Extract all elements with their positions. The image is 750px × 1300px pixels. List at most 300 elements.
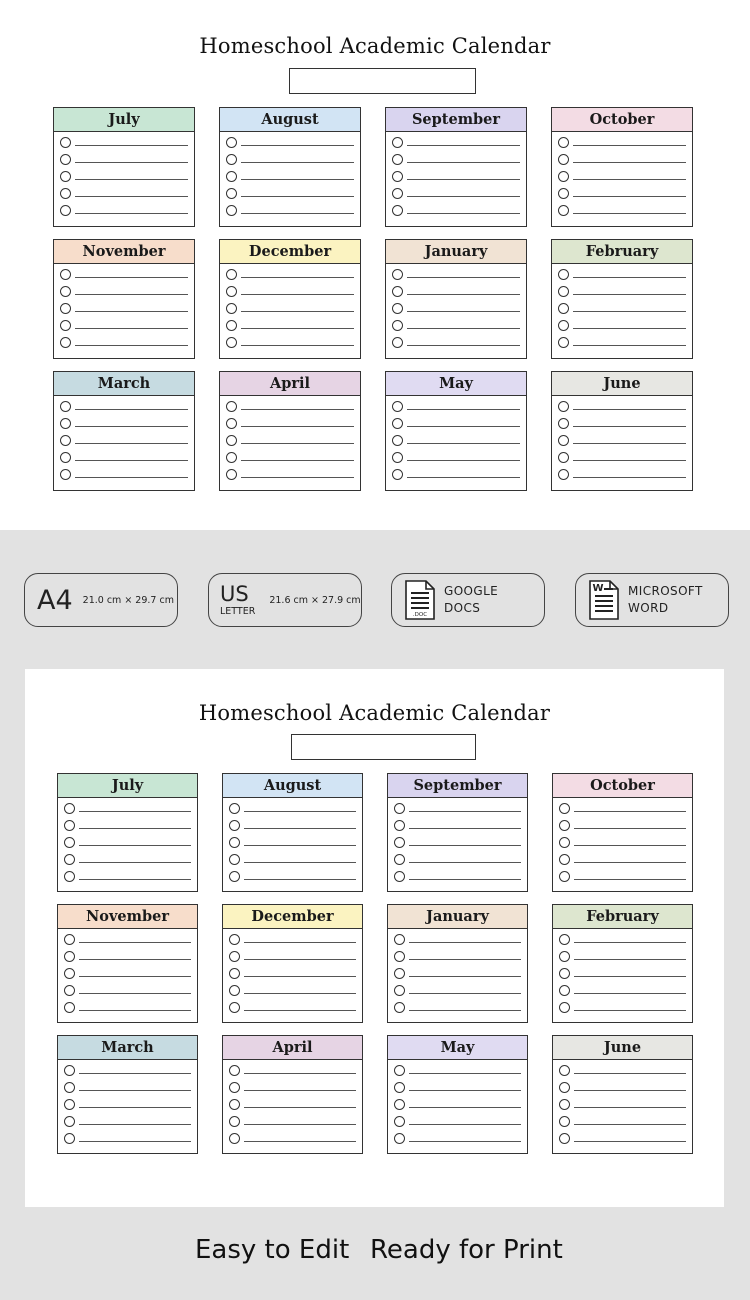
write-in-line[interactable]: [574, 993, 686, 994]
write-in-line[interactable]: [574, 976, 686, 977]
write-in-line[interactable]: [409, 1090, 521, 1091]
write-in-line[interactable]: [241, 460, 354, 461]
word-document-icon: [588, 580, 620, 620]
write-in-line[interactable]: [241, 477, 354, 478]
write-in-line[interactable]: [79, 879, 191, 880]
checkbox-circle-icon[interactable]: [558, 286, 569, 297]
checklist-row: [229, 1062, 356, 1079]
checkbox-circle-icon[interactable]: [229, 968, 240, 979]
month-card-november: [57, 904, 198, 1023]
write-in-line[interactable]: [75, 328, 188, 329]
write-in-line[interactable]: [407, 460, 520, 461]
write-in-line[interactable]: [574, 959, 686, 960]
write-in-line[interactable]: [75, 345, 188, 346]
checkbox-circle-icon[interactable]: [60, 401, 71, 412]
checklist-row: [558, 415, 686, 432]
write-in-line[interactable]: [241, 162, 354, 163]
checkbox-circle-icon[interactable]: [394, 837, 405, 848]
checkbox-circle-icon[interactable]: [60, 435, 71, 446]
checkbox-circle-icon[interactable]: [229, 934, 240, 945]
write-in-line[interactable]: [244, 811, 356, 812]
checkbox-circle-icon[interactable]: [226, 452, 237, 463]
checkbox-circle-icon[interactable]: [392, 205, 403, 216]
write-in-line[interactable]: [241, 328, 354, 329]
write-in-line[interactable]: [79, 959, 191, 960]
checkbox-circle-icon[interactable]: [558, 435, 569, 446]
checkbox-circle-icon[interactable]: [229, 837, 240, 848]
write-in-line[interactable]: [79, 811, 191, 812]
write-in-line[interactable]: [574, 845, 686, 846]
write-in-line[interactable]: [409, 1124, 521, 1125]
checkbox-circle-icon[interactable]: [64, 1116, 75, 1127]
write-in-line[interactable]: [241, 196, 354, 197]
checkbox-circle-icon[interactable]: [229, 871, 240, 882]
checkbox-circle-icon[interactable]: [394, 1133, 405, 1144]
write-in-line[interactable]: [407, 477, 520, 478]
checkbox-circle-icon[interactable]: [229, 985, 240, 996]
write-in-line[interactable]: [407, 145, 520, 146]
checkbox-circle-icon[interactable]: [226, 320, 237, 331]
checkbox-circle-icon[interactable]: [394, 934, 405, 945]
write-in-line[interactable]: [409, 976, 521, 977]
write-in-line[interactable]: [241, 409, 354, 410]
checkbox-circle-icon[interactable]: [392, 188, 403, 199]
checkbox-circle-icon[interactable]: [558, 401, 569, 412]
write-in-line[interactable]: [241, 294, 354, 295]
month-card-october: [551, 107, 693, 227]
checkbox-circle-icon[interactable]: [226, 286, 237, 297]
write-in-line[interactable]: [79, 1107, 191, 1108]
write-in-line[interactable]: [79, 1090, 191, 1091]
month-card-june: [552, 1035, 693, 1154]
checkbox-circle-icon[interactable]: [394, 1002, 405, 1013]
checkbox-circle-icon[interactable]: [392, 401, 403, 412]
checklist-row: [229, 965, 356, 982]
checkbox-circle-icon[interactable]: [392, 418, 403, 429]
write-in-line[interactable]: [79, 1073, 191, 1074]
write-in-line[interactable]: [79, 1010, 191, 1011]
write-in-line[interactable]: [574, 828, 686, 829]
checklist-row: [64, 834, 191, 851]
checkbox-circle-icon[interactable]: [64, 968, 75, 979]
checkbox-circle-icon[interactable]: [226, 137, 237, 148]
checkbox-circle-icon[interactable]: [226, 418, 237, 429]
checkbox-circle-icon[interactable]: [60, 452, 71, 463]
checkbox-circle-icon[interactable]: [392, 303, 403, 314]
checkbox-circle-icon[interactable]: [64, 837, 75, 848]
checklist-row: [64, 851, 191, 868]
checkbox-circle-icon[interactable]: [558, 303, 569, 314]
write-in-line[interactable]: [75, 311, 188, 312]
checkbox-circle-icon[interactable]: [64, 1065, 75, 1076]
checklist-row: [64, 1130, 191, 1147]
write-in-line[interactable]: [241, 277, 354, 278]
write-in-line[interactable]: [244, 976, 356, 977]
us-label: US: [220, 581, 249, 606]
checkbox-circle-icon[interactable]: [558, 452, 569, 463]
write-in-line[interactable]: [573, 162, 686, 163]
write-in-line[interactable]: [409, 828, 521, 829]
write-in-line[interactable]: [409, 993, 521, 994]
checklist-row: [392, 300, 520, 317]
checkbox-circle-icon[interactable]: [394, 1116, 405, 1127]
checkbox-circle-icon[interactable]: [60, 188, 71, 199]
write-in-line[interactable]: [573, 311, 686, 312]
checkbox-circle-icon[interactable]: [229, 951, 240, 962]
checklist-row: [226, 398, 354, 415]
write-in-line[interactable]: [574, 879, 686, 880]
checkbox-circle-icon[interactable]: [226, 435, 237, 446]
checklist-row: [60, 151, 188, 168]
write-in-line[interactable]: [75, 409, 188, 410]
write-in-line[interactable]: [75, 145, 188, 146]
checkbox-circle-icon[interactable]: [229, 1065, 240, 1076]
month-header: September: [388, 774, 527, 798]
month-card-april: [219, 371, 361, 491]
checklist-row: [392, 134, 520, 151]
write-in-line[interactable]: [573, 277, 686, 278]
checklist-row: [559, 931, 686, 948]
checkbox-circle-icon[interactable]: [229, 1002, 240, 1013]
write-in-line[interactable]: [407, 162, 520, 163]
write-in-line[interactable]: [244, 1090, 356, 1091]
checklist-row: [60, 202, 188, 219]
write-in-line[interactable]: [573, 460, 686, 461]
checkbox-circle-icon[interactable]: [64, 985, 75, 996]
write-in-line[interactable]: [573, 345, 686, 346]
name-field[interactable]: [289, 68, 476, 94]
write-in-line[interactable]: [244, 1010, 356, 1011]
calendar-sheet-preview: [25, 669, 724, 1207]
checkbox-circle-icon[interactable]: [558, 137, 569, 148]
checkbox-circle-icon[interactable]: [60, 303, 71, 314]
checklist-row: [558, 432, 686, 449]
checkbox-circle-icon[interactable]: [64, 871, 75, 882]
write-in-line[interactable]: [407, 345, 520, 346]
checkbox-circle-icon[interactable]: [60, 418, 71, 429]
write-in-line[interactable]: [75, 477, 188, 478]
write-in-line[interactable]: [79, 1141, 191, 1142]
checkbox-circle-icon[interactable]: [64, 803, 75, 814]
checklist-row: [226, 151, 354, 168]
checkbox-circle-icon[interactable]: [64, 1133, 75, 1144]
write-in-line[interactable]: [75, 294, 188, 295]
write-in-line[interactable]: [409, 1141, 521, 1142]
write-in-line[interactable]: [407, 443, 520, 444]
checklist-row: [558, 449, 686, 466]
write-in-line[interactable]: [574, 1010, 686, 1011]
checklist-row: [229, 1130, 356, 1147]
checkbox-circle-icon[interactable]: [60, 269, 71, 280]
checkbox-circle-icon[interactable]: [558, 171, 569, 182]
write-in-line[interactable]: [409, 845, 521, 846]
checklist-row: [226, 432, 354, 449]
write-in-line[interactable]: [409, 959, 521, 960]
checkbox-circle-icon[interactable]: [559, 1002, 570, 1013]
month-header: August: [220, 108, 360, 132]
write-in-line[interactable]: [241, 443, 354, 444]
checklist-row: [394, 1079, 521, 1096]
checklist-row: [226, 449, 354, 466]
write-in-line[interactable]: [244, 959, 356, 960]
checkbox-circle-icon[interactable]: [392, 286, 403, 297]
checkbox-circle-icon[interactable]: [392, 137, 403, 148]
write-in-line[interactable]: [573, 179, 686, 180]
checkbox-circle-icon[interactable]: [229, 1133, 240, 1144]
checklist-row: [229, 868, 356, 885]
checkbox-circle-icon[interactable]: [60, 205, 71, 216]
checkbox-circle-icon[interactable]: [558, 320, 569, 331]
checkbox-circle-icon[interactable]: [64, 1002, 75, 1013]
month-header: February: [552, 240, 692, 264]
checkbox-circle-icon[interactable]: [60, 286, 71, 297]
checkbox-circle-icon[interactable]: [558, 418, 569, 429]
month-header: November: [54, 240, 194, 264]
checkbox-circle-icon[interactable]: [60, 337, 71, 348]
checkbox-circle-icon[interactable]: [559, 1133, 570, 1144]
checkbox-circle-icon[interactable]: [60, 320, 71, 331]
easy-to-edit-text: Easy to Edit: [195, 1235, 350, 1265]
write-in-line[interactable]: [573, 294, 686, 295]
checklist-row: [60, 168, 188, 185]
write-in-line[interactable]: [574, 1141, 686, 1142]
write-in-line[interactable]: [241, 426, 354, 427]
checkbox-circle-icon[interactable]: [394, 1065, 405, 1076]
checkbox-circle-icon[interactable]: [60, 137, 71, 148]
write-in-line[interactable]: [574, 1073, 686, 1074]
checklist-row: [64, 817, 191, 834]
write-in-line[interactable]: [574, 1090, 686, 1091]
write-in-line[interactable]: [407, 294, 520, 295]
checkbox-circle-icon[interactable]: [392, 452, 403, 463]
checkbox-circle-icon[interactable]: [558, 205, 569, 216]
checkbox-circle-icon[interactable]: [559, 1099, 570, 1110]
checkbox-circle-icon[interactable]: [60, 171, 71, 182]
checkbox-circle-icon[interactable]: [226, 188, 237, 199]
write-in-line[interactable]: [573, 145, 686, 146]
write-in-line[interactable]: [409, 879, 521, 880]
name-field[interactable]: [291, 734, 476, 760]
write-in-line[interactable]: [75, 196, 188, 197]
write-in-line[interactable]: [79, 862, 191, 863]
write-in-line[interactable]: [244, 845, 356, 846]
checkbox-circle-icon[interactable]: [392, 320, 403, 331]
write-in-line[interactable]: [573, 213, 686, 214]
write-in-line[interactable]: [574, 1124, 686, 1125]
write-in-line[interactable]: [407, 311, 520, 312]
write-in-line[interactable]: [573, 426, 686, 427]
write-in-line[interactable]: [574, 942, 686, 943]
write-in-line[interactable]: [409, 942, 521, 943]
checkbox-circle-icon[interactable]: [226, 337, 237, 348]
checklist-row: [60, 449, 188, 466]
write-in-line[interactable]: [409, 862, 521, 863]
checkbox-circle-icon[interactable]: [226, 171, 237, 182]
write-in-line[interactable]: [244, 942, 356, 943]
month-header: December: [220, 240, 360, 264]
checkbox-circle-icon[interactable]: [392, 171, 403, 182]
checkbox-circle-icon[interactable]: [394, 968, 405, 979]
checklist-row: [559, 999, 686, 1016]
checkbox-circle-icon[interactable]: [558, 337, 569, 348]
checkbox-circle-icon[interactable]: [394, 820, 405, 831]
write-in-line[interactable]: [409, 1010, 521, 1011]
checkbox-circle-icon[interactable]: [392, 337, 403, 348]
checkbox-circle-icon[interactable]: [559, 934, 570, 945]
checkbox-circle-icon[interactable]: [559, 1116, 570, 1127]
write-in-line[interactable]: [407, 426, 520, 427]
checkbox-circle-icon[interactable]: [394, 854, 405, 865]
checkbox-circle-icon[interactable]: [64, 854, 75, 865]
checkbox-circle-icon[interactable]: [559, 951, 570, 962]
checkbox-circle-icon[interactable]: [64, 1082, 75, 1093]
checkbox-circle-icon[interactable]: [559, 1082, 570, 1093]
checkbox-circle-icon[interactable]: [559, 968, 570, 979]
checkbox-circle-icon[interactable]: [559, 854, 570, 865]
checkbox-circle-icon[interactable]: [558, 188, 569, 199]
checkbox-circle-icon[interactable]: [394, 803, 405, 814]
checkbox-circle-icon[interactable]: [229, 1116, 240, 1127]
month-header: July: [58, 774, 197, 798]
month-card-july: [53, 107, 195, 227]
write-in-line[interactable]: [75, 277, 188, 278]
checklist-row: [392, 266, 520, 283]
write-in-line[interactable]: [574, 811, 686, 812]
write-in-line[interactable]: [407, 179, 520, 180]
checkbox-circle-icon[interactable]: [394, 871, 405, 882]
checkbox-circle-icon[interactable]: [229, 854, 240, 865]
checkbox-circle-icon[interactable]: [64, 820, 75, 831]
write-in-line[interactable]: [574, 862, 686, 863]
checkbox-circle-icon[interactable]: [558, 469, 569, 480]
checkbox-circle-icon[interactable]: [559, 1065, 570, 1076]
write-in-line[interactable]: [573, 443, 686, 444]
write-in-line[interactable]: [409, 1073, 521, 1074]
month-card-february: [552, 904, 693, 1023]
checklist-row: [392, 334, 520, 351]
checkbox-circle-icon[interactable]: [559, 985, 570, 996]
checklist-row: [559, 1079, 686, 1096]
write-in-line[interactable]: [75, 443, 188, 444]
write-in-line[interactable]: [241, 345, 354, 346]
write-in-line[interactable]: [244, 828, 356, 829]
write-in-line[interactable]: [573, 409, 686, 410]
write-in-line[interactable]: [573, 328, 686, 329]
write-in-line[interactable]: [244, 1073, 356, 1074]
write-in-line[interactable]: [79, 993, 191, 994]
write-in-line[interactable]: [75, 426, 188, 427]
month-card-october: [552, 773, 693, 892]
write-in-line[interactable]: [75, 162, 188, 163]
write-in-line[interactable]: [573, 477, 686, 478]
checkbox-circle-icon[interactable]: [60, 154, 71, 165]
write-in-line[interactable]: [75, 213, 188, 214]
write-in-line[interactable]: [409, 811, 521, 812]
checklist-row: [558, 398, 686, 415]
checkbox-circle-icon[interactable]: [226, 401, 237, 412]
month-card-may: [385, 371, 527, 491]
month-card-september: [387, 773, 528, 892]
checkbox-circle-icon[interactable]: [226, 205, 237, 216]
checkbox-circle-icon[interactable]: [559, 871, 570, 882]
checkbox-circle-icon[interactable]: [558, 154, 569, 165]
checkbox-circle-icon[interactable]: [226, 303, 237, 314]
write-in-line[interactable]: [407, 328, 520, 329]
checkbox-circle-icon[interactable]: [392, 154, 403, 165]
checkbox-circle-icon[interactable]: [64, 934, 75, 945]
checkbox-circle-icon[interactable]: [229, 820, 240, 831]
checkbox-circle-icon[interactable]: [558, 269, 569, 280]
checkbox-circle-icon[interactable]: [229, 1082, 240, 1093]
checkbox-circle-icon[interactable]: [559, 803, 570, 814]
write-in-line[interactable]: [241, 145, 354, 146]
checkbox-circle-icon[interactable]: [392, 435, 403, 446]
checkbox-circle-icon[interactable]: [64, 1099, 75, 1110]
write-in-line[interactable]: [79, 976, 191, 977]
checkbox-circle-icon[interactable]: [226, 154, 237, 165]
write-in-line[interactable]: [79, 845, 191, 846]
write-in-line[interactable]: [75, 460, 188, 461]
checklist-row: [559, 817, 686, 834]
checkbox-circle-icon[interactable]: [559, 837, 570, 848]
write-in-line[interactable]: [79, 828, 191, 829]
checkbox-circle-icon[interactable]: [64, 951, 75, 962]
checkbox-circle-icon[interactable]: [392, 469, 403, 480]
write-in-line[interactable]: [407, 277, 520, 278]
checkbox-circle-icon[interactable]: [229, 1099, 240, 1110]
checkbox-circle-icon[interactable]: [394, 1082, 405, 1093]
checkbox-circle-icon[interactable]: [60, 469, 71, 480]
write-in-line[interactable]: [244, 1107, 356, 1108]
write-in-line[interactable]: [79, 1124, 191, 1125]
write-in-line[interactable]: [75, 179, 188, 180]
write-in-line[interactable]: [407, 409, 520, 410]
write-in-line[interactable]: [244, 862, 356, 863]
write-in-line[interactable]: [241, 311, 354, 312]
write-in-line[interactable]: [407, 213, 520, 214]
checkbox-circle-icon[interactable]: [392, 269, 403, 280]
write-in-line[interactable]: [244, 1141, 356, 1142]
write-in-line[interactable]: [574, 1107, 686, 1108]
checklist-row: [558, 334, 686, 351]
write-in-line[interactable]: [241, 179, 354, 180]
checkbox-circle-icon[interactable]: [394, 1099, 405, 1110]
checkbox-circle-icon[interactable]: [394, 951, 405, 962]
write-in-line[interactable]: [573, 196, 686, 197]
checkbox-circle-icon[interactable]: [559, 820, 570, 831]
checkbox-circle-icon[interactable]: [226, 469, 237, 480]
write-in-line[interactable]: [244, 879, 356, 880]
checklist-row: [394, 1096, 521, 1113]
checklist-row: [229, 834, 356, 851]
checkbox-circle-icon[interactable]: [394, 985, 405, 996]
checklist-row: [559, 851, 686, 868]
us-size: 21.6 cm × 27.9 cm: [269, 594, 361, 606]
write-in-line[interactable]: [241, 213, 354, 214]
write-in-line[interactable]: [79, 942, 191, 943]
write-in-line[interactable]: [409, 1107, 521, 1108]
microsoft-word-line2: WORD: [628, 601, 669, 615]
checklist-row: [392, 283, 520, 300]
month-header: April: [223, 1036, 362, 1060]
write-in-line[interactable]: [244, 1124, 356, 1125]
write-in-line[interactable]: [407, 196, 520, 197]
checkbox-circle-icon[interactable]: [229, 803, 240, 814]
checklist-row: [64, 1096, 191, 1113]
checkbox-circle-icon[interactable]: [226, 269, 237, 280]
word-icon-tag: W: [592, 583, 604, 594]
write-in-line[interactable]: [244, 993, 356, 994]
